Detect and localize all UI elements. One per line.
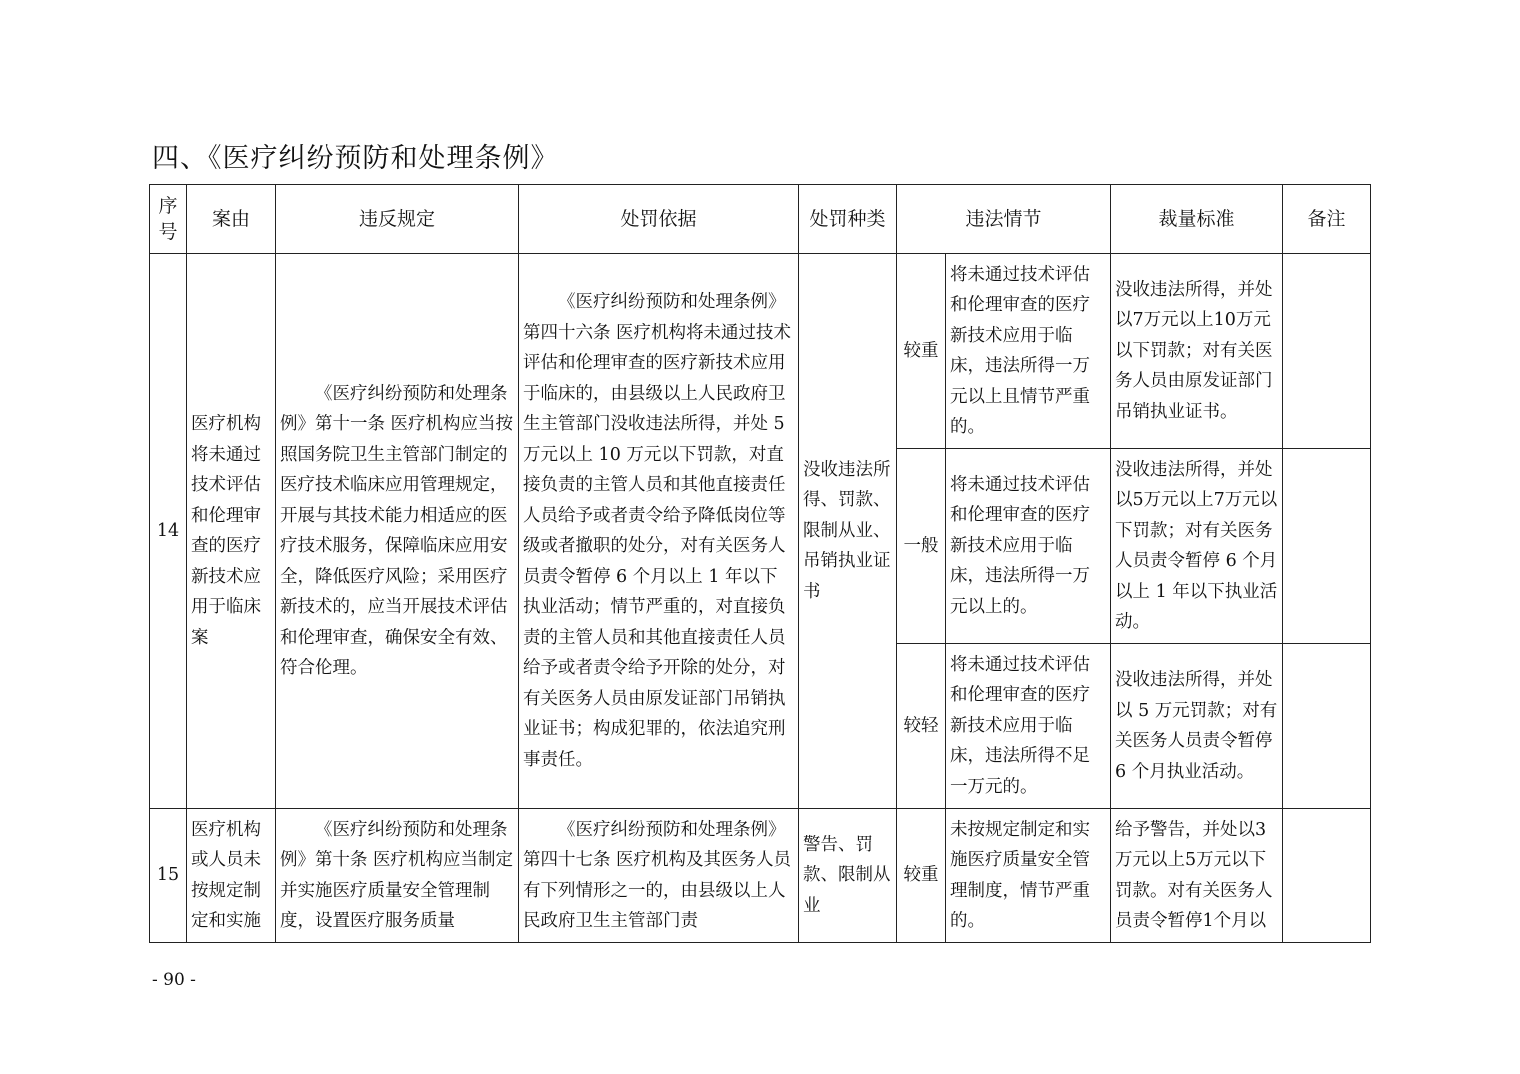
row14-note-1: [1283, 254, 1371, 449]
row15-cause: 医疗机构或人员未按规定制定和实施: [187, 809, 276, 943]
row14-circumstance-1: 将未通过技术评估和伦理审查的医疗新技术应用于临床，违法所得一万元以上且情节严重的。: [946, 254, 1111, 449]
header-cause: 案由: [187, 185, 276, 254]
table-row: [150, 809, 1371, 943]
header-basis: 处罚依据: [519, 185, 799, 254]
row14-basis: 《医疗纠纷预防和处理条例》第四十六条 医疗机构将未通过技术评估和伦理审查的医疗新技术应用于临床的，由县级以上人民政府卫生主管部门没收违法所得，并处 5 万元以上 10 万元以下罚款，对直接负责的主管人员和其他直接责任人员给予或者责令给予降低岗位等级或者撤职的处分，对有关医务人员责令暂停 6 个月以上 1 年以下执业活动；情节严重的，对直接负责的主管人员和其他直接责任人员给予或者责令给予开除的处分，对有关医务人员由原发证部门吊销执业证书；构成犯罪的，依法追究刑事责任。: [519, 254, 799, 809]
row14-level-1: 较重: [897, 254, 946, 449]
row15-kind: 警告、罚款、限制从业: [799, 809, 897, 943]
row14-note-2: [1283, 449, 1371, 644]
row15-circumstance: 未按规定制定和实施医疗质量安全管理制度，情节严重的。: [946, 809, 1111, 943]
section-heading: 四、《医疗纠纷预防和处理条例》: [152, 143, 559, 174]
header-kind: 处罚种类: [799, 185, 897, 254]
table-row: [150, 254, 1371, 449]
row14-level-2: 一般: [897, 449, 946, 644]
row14-circumstance-3: 将未通过技术评估和伦理审查的医疗新技术应用于临床，违法所得不足一万元的。: [946, 644, 1111, 809]
row15-note: [1283, 809, 1371, 943]
row14-cause: 医疗机构将未通过技术评估和伦理审查的医疗新技术应用于临床案: [187, 254, 276, 809]
row14-note-3: [1283, 644, 1371, 809]
header-rule: 违反规定: [276, 185, 519, 254]
row15-rule: 《医疗纠纷预防和处理条例》第十条 医疗机构应当制定并实施医疗质量安全管理制度，设置医疗服务质量: [276, 809, 519, 943]
page-number: - 90 -: [152, 970, 196, 990]
row14-standard-2: 没收违法所得，并处以5万元以上7万元以下罚款；对有关医务人员责令暂停 6 个月以上 1 年以下执业活动。: [1111, 449, 1283, 644]
row14-seq: 14: [150, 254, 187, 809]
header-seq: 序号: [150, 185, 187, 254]
header-standard: 裁量标准: [1111, 185, 1283, 254]
header-circumstance: 违法情节: [897, 185, 1111, 254]
penalty-table: [149, 184, 1371, 943]
row14-level-3: 较轻: [897, 644, 946, 809]
table-header-row: [150, 185, 1371, 254]
row15-level: 较重: [897, 809, 946, 943]
row14-standard-1: 没收违法所得，并处以7万元以上10万元以下罚款；对有关医务人员由原发证部门吊销执业证书。: [1111, 254, 1283, 449]
row15-basis: 《医疗纠纷预防和处理条例》第四十七条 医疗机构及其医务人员有下列情形之一的，由县级以上人民政府卫生主管部门责: [519, 809, 799, 943]
row14-circumstance-2: 将未通过技术评估和伦理审查的医疗新技术应用于临床，违法所得一万元以上的。: [946, 449, 1111, 644]
row15-standard: 给予警告，并处以3万元以上5万元以下罚款。对有关医务人员责令暂停1个月以: [1111, 809, 1283, 943]
row14-kind: 没收违法所得、罚款、限制从业、吊销执业证书: [799, 254, 897, 809]
row15-seq: 15: [150, 809, 187, 943]
row14-rule: 《医疗纠纷预防和处理条例》第十一条 医疗机构应当按照国务院卫生主管部门制定的医疗技术临床应用管理规定，开展与其技术能力相适应的医疗技术服务，保障临床应用安全，降低医疗风险；采用医疗新技术的，应当开展技术评估和伦理审查，确保安全有效、符合伦理。: [276, 254, 519, 809]
header-note: 备注: [1283, 185, 1371, 254]
row14-standard-3: 没收违法所得，并处以 5 万元罚款；对有关医务人员责令暂停 6 个月执业活动。: [1111, 644, 1283, 809]
